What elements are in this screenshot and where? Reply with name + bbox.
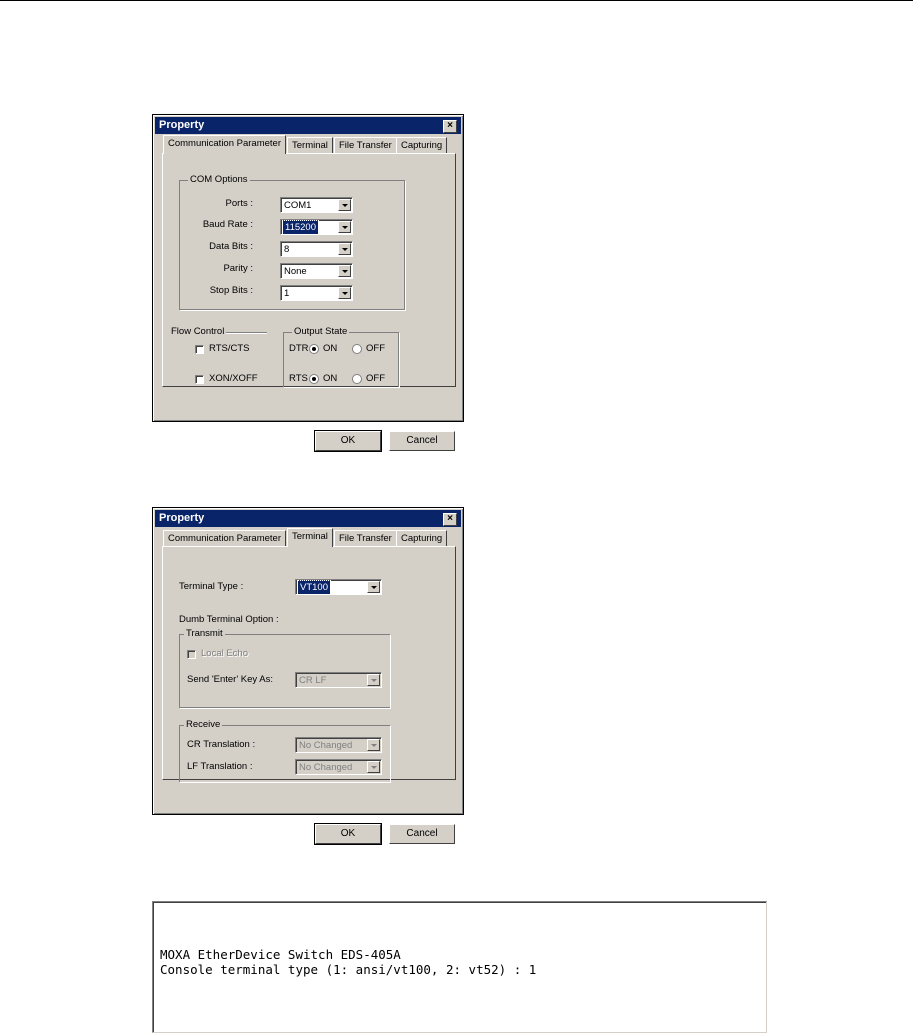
tab-panel — [162, 153, 456, 387]
tab-terminal[interactable]: Terminal — [287, 137, 333, 153]
cancel-button[interactable]: Cancel — [389, 824, 455, 844]
parity-select[interactable] — [280, 263, 353, 279]
send-enter-select[interactable] — [295, 672, 382, 688]
stop-bits-value: 1 — [284, 288, 290, 299]
stop-bits-select[interactable] — [280, 285, 353, 301]
tab-panel — [162, 546, 456, 780]
ports-value: COM1 — [284, 200, 312, 211]
dtr-on-label: ON — [323, 343, 338, 354]
local-echo-checkbox[interactable] — [187, 650, 196, 659]
dtr-on-radio[interactable] — [309, 344, 319, 354]
property-dialog-terminal — [152, 507, 464, 839]
rts-cts-checkbox[interactable] — [195, 345, 204, 354]
tab-file-transfer[interactable]: File Transfer — [334, 530, 397, 546]
rts-on-radio[interactable] — [309, 374, 319, 384]
terminal-type-select[interactable] — [295, 579, 382, 595]
ok-button[interactable]: OK — [315, 431, 381, 451]
dialog-title: Property — [159, 512, 205, 524]
dialog-title-bar — [155, 510, 461, 527]
rts-off-radio[interactable] — [352, 374, 362, 384]
send-enter-label: Send 'Enter' Key As: — [187, 674, 274, 685]
dtr-off-radio[interactable] — [352, 344, 362, 354]
group-title-flow-control: Flow Control — [171, 326, 225, 337]
data-bits-value: 8 — [284, 244, 290, 255]
chevron-down-icon[interactable] — [367, 674, 380, 686]
rts-label: RTS — [289, 373, 308, 384]
cr-translation-label: CR Translation : — [187, 739, 256, 750]
send-enter-value: CR LF — [299, 675, 327, 686]
tab-communication-parameter[interactable]: Communication Parameter — [163, 135, 286, 154]
chevron-down-icon[interactable] — [367, 581, 380, 593]
tab-terminal[interactable]: Terminal — [287, 528, 333, 547]
console-line-1: MOXA EtherDevice Switch EDS-405A — [160, 947, 401, 962]
local-echo-label: Local Echo — [201, 648, 249, 659]
terminal-console[interactable] — [152, 901, 767, 1033]
lf-translation-label: LF Translation : — [187, 761, 253, 772]
ports-select[interactable] — [280, 197, 353, 213]
lf-translation-value: No Changed — [299, 762, 353, 773]
close-icon[interactable]: × — [443, 513, 457, 526]
dumb-terminal-option-label: Dumb Terminal Option : — [179, 614, 279, 625]
parity-value: None — [284, 266, 307, 277]
tab-communication-parameter[interactable]: Communication Parameter — [163, 530, 286, 546]
data-bits-select[interactable] — [280, 241, 353, 257]
rts-on-label: ON — [323, 373, 338, 384]
chevron-down-icon[interactable] — [338, 199, 351, 211]
group-title-com-options: COM Options — [190, 174, 248, 185]
dtr-label: DTR — [289, 343, 309, 354]
group-title-transmit: Transmit — [186, 628, 223, 639]
page-top-rule — [0, 0, 913, 1]
chevron-down-icon[interactable] — [338, 265, 351, 277]
transmit-group — [179, 628, 390, 708]
parity-label: Parity : — [223, 263, 253, 274]
baud-rate-label: Baud Rate : — [202, 219, 253, 230]
dialog-title-bar — [155, 117, 461, 134]
baud-rate-select[interactable] — [280, 219, 353, 235]
group-title-receive: Receive — [186, 719, 221, 730]
cr-translation-value: No Changed — [299, 740, 353, 751]
rts-off-label: OFF — [366, 373, 385, 384]
terminal-type-label: Terminal Type : — [179, 581, 244, 592]
console-line-2: Console terminal type (1: ansi/vt100, 2: vt52) : 1 — [160, 962, 537, 977]
cancel-button[interactable]: Cancel — [389, 431, 455, 451]
lf-translation-select[interactable] — [295, 759, 382, 775]
data-bits-label: Data Bits : — [209, 241, 253, 252]
ports-label: Ports : — [225, 198, 253, 209]
close-icon[interactable]: × — [443, 120, 457, 133]
chevron-down-icon[interactable] — [338, 287, 351, 299]
cr-translation-select[interactable] — [295, 737, 382, 753]
xon-xoff-checkbox[interactable] — [195, 375, 204, 384]
baud-rate-value: 115200 — [285, 222, 316, 233]
chevron-down-icon[interactable] — [338, 243, 351, 255]
chevron-down-icon[interactable] — [367, 761, 380, 773]
chevron-down-icon[interactable] — [338, 221, 351, 233]
property-dialog-communication — [152, 114, 464, 446]
tab-file-transfer[interactable]: File Transfer — [334, 137, 397, 153]
chevron-down-icon[interactable] — [367, 739, 380, 751]
stop-bits-label: Stop Bits : — [209, 285, 253, 296]
group-title-output-state: Output State — [294, 326, 348, 337]
tab-capturing[interactable]: Capturing — [396, 137, 447, 153]
tab-capturing[interactable]: Capturing — [396, 530, 447, 546]
terminal-type-value: VT100 — [300, 582, 328, 593]
xon-xoff-label: XON/XOFF — [209, 373, 258, 384]
ok-button[interactable]: OK — [315, 824, 381, 844]
dtr-off-label: OFF — [366, 343, 385, 354]
rts-cts-label: RTS/CTS — [209, 343, 250, 354]
dialog-title: Property — [159, 119, 205, 131]
